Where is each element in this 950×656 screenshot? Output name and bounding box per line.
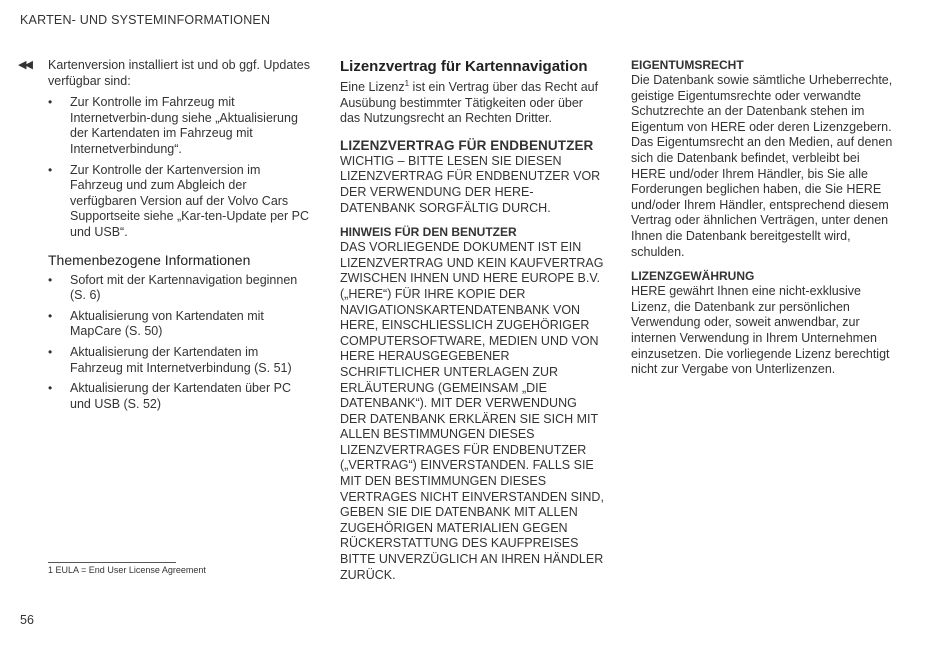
intro-bullet-list	[48, 95, 310, 240]
related-link-text[interactable]: Sofort mit der Kartennavigation beginnen (S. 6)	[70, 272, 298, 303]
notice-heading: HINWEIS FÜR DEN BENUTZER	[340, 225, 517, 240]
related-link-text[interactable]: Aktualisierung von Kartendaten mit MapCare (S. 50)	[70, 308, 264, 339]
license-grant-heading: LIZENZGEWÄHRUNG	[631, 269, 755, 284]
footnote	[48, 565, 206, 575]
list-item	[48, 95, 310, 157]
bullet-icon: •	[48, 308, 53, 323]
related-link-item[interactable]	[48, 381, 310, 412]
page-header: KARTEN- UND SYSTEMINFORMATIONEN	[20, 13, 271, 27]
related-link-item[interactable]	[48, 309, 310, 340]
lead-text-start: Eine Lizenz	[340, 80, 405, 94]
footnote-reference: 1	[404, 78, 410, 88]
related-link-text[interactable]: Aktualisierung der Kartendaten im Fahrzeug mit Internetverbindung (S. 51)	[70, 344, 292, 375]
list-item	[48, 163, 310, 241]
ownership-heading: EIGENTUMSRECHT	[631, 58, 744, 72]
bullet-icon: •	[48, 381, 53, 396]
left-column	[18, 58, 310, 412]
bullet-icon: •	[48, 95, 53, 110]
list-item-text: Zur Kontrolle im Fahrzeug mit Internetverbin-dung siehe „Aktualisierung der Kartendaten im Fahrzeug mit Internetverbindung“.	[70, 95, 298, 156]
related-link-item[interactable]	[48, 273, 310, 304]
license-grant-text: HERE gewährt Ihnen eine nicht-exklusive Lizenz, die Datenbank zur persönlichen Verwendung oder, soweit anwendbar, zur internen Verwendung in Ihrem Unternehmen einzusetzen. Die vorliegende Lizenz berechtigt nicht zur Vergabe von Unterlizenzen.	[631, 284, 890, 377]
lead-text-end: ist ein Vertrag über das Recht auf Ausübung bestimmter Tätigkeiten oder über das Nutzungsrecht an Rechten Dritter.	[340, 80, 599, 126]
bullet-icon: •	[48, 162, 53, 177]
eula-heading: LIZENZVERTRAG FÜR ENDBENUTZER	[340, 137, 594, 153]
bullet-icon: •	[48, 344, 53, 359]
section-title: Lizenzvertrag für Kartennavigation	[340, 58, 588, 75]
list-item-text: Zur Kontrolle der Kartenversion im Fahrzeug und zum Abgleich der verfügbaren Version auf der Volvo Cars Supportseite siehe „Kar-ten-Update per PC und USB“.	[70, 162, 310, 239]
double-chevron-left-icon: ◀◀	[18, 59, 31, 71]
middle-column	[340, 58, 606, 583]
related-link-item[interactable]	[48, 345, 310, 376]
footnote-divider	[48, 562, 176, 563]
intro-text: Kartenversion installiert ist und ob ggf. Updates verfügbar sind:	[48, 58, 310, 88]
page-number: 56	[20, 613, 34, 627]
related-info-list	[48, 273, 310, 413]
footnote-text: EULA = End User License Agreement	[55, 565, 206, 575]
footnote-marker: 1	[48, 565, 54, 575]
eula-text: WICHTIG – BITTE LESEN SIE DIESEN LIZENZVERTRAG FÜR ENDBENUTZER VOR DER VERWENDUNG DER HERE-DATENBANK SORGFÄLTIG DURCH.	[340, 153, 601, 215]
right-column	[631, 58, 893, 378]
lead-text	[340, 80, 606, 127]
notice-text: DAS VORLIEGENDE DOKUMENT IST EIN LIZENZVERTRAG UND KEIN KAUFVERTRAG ZWISCHEN IHNEN UND HERE EUROPE B.V. („HERE“) FÜR IHRE KOPIE DER NAVIGATIONSKARTENDATENBANK VON HERE, EINSCHLIESSLICH ZUGEHÖRIGER COMPUTERSOFTWARE, MEDIEN UND VON HERE HERAUSGEGEBENER SCHRIFTLICHER UNTERLAGEN ZUR ERLÄUTERUNG (GEMEINSAM „DIE DATENBANK“). MIT DER VERWENDUNG DER DATENBANK ERKLÄREN SIE SICH MIT ALLEN BESTIMMUNGEN DIESES LIZENZVERTRAGES FÜR ENDBENUTZER („VERTRAG“) EINVERSTANDEN. FALLS SIE MIT DEN BESTIMMUNGEN DIESES VERTRAGES NICHT EINVERSTANDEN SIND, GEBEN SIE DIE DATENBANK MIT ALLEN ZUGEHÖRIGEN MATERIALIEN GEGEN RÜCKERSTATTUNG DES KAUFPREISES BITTE UNVERZÜGLICH AN IHREN HÄNDLER ZURÜCK.	[340, 240, 604, 582]
bullet-icon: •	[48, 272, 53, 287]
related-info-heading: Themenbezogene Informationen	[48, 251, 251, 268]
ownership-text: Die Datenbank sowie sämtliche Urheberrechte, geistige Eigentumsrechte oder verwandte Schutzrechte an der Datenbank stehen im Eigentum von HERE oder deren Lizenzgebern. Das Eigentumsrecht an den Medien, auf denen sich die Datenbank befindet, verbleibt bei HERE und/oder Ihrem Händler, bis Sie alle Forderungen beglichen haben, die Sie HERE und/oder Ihrem Händler, entsprechend diesem Vertrag oder ähnlichen Verträgen, unter denen Ihnen die Datenbank bereitgestellt wird, schulden.	[631, 73, 893, 259]
related-link-text[interactable]: Aktualisierung der Kartendaten über PC und USB (S. 52)	[70, 381, 291, 411]
